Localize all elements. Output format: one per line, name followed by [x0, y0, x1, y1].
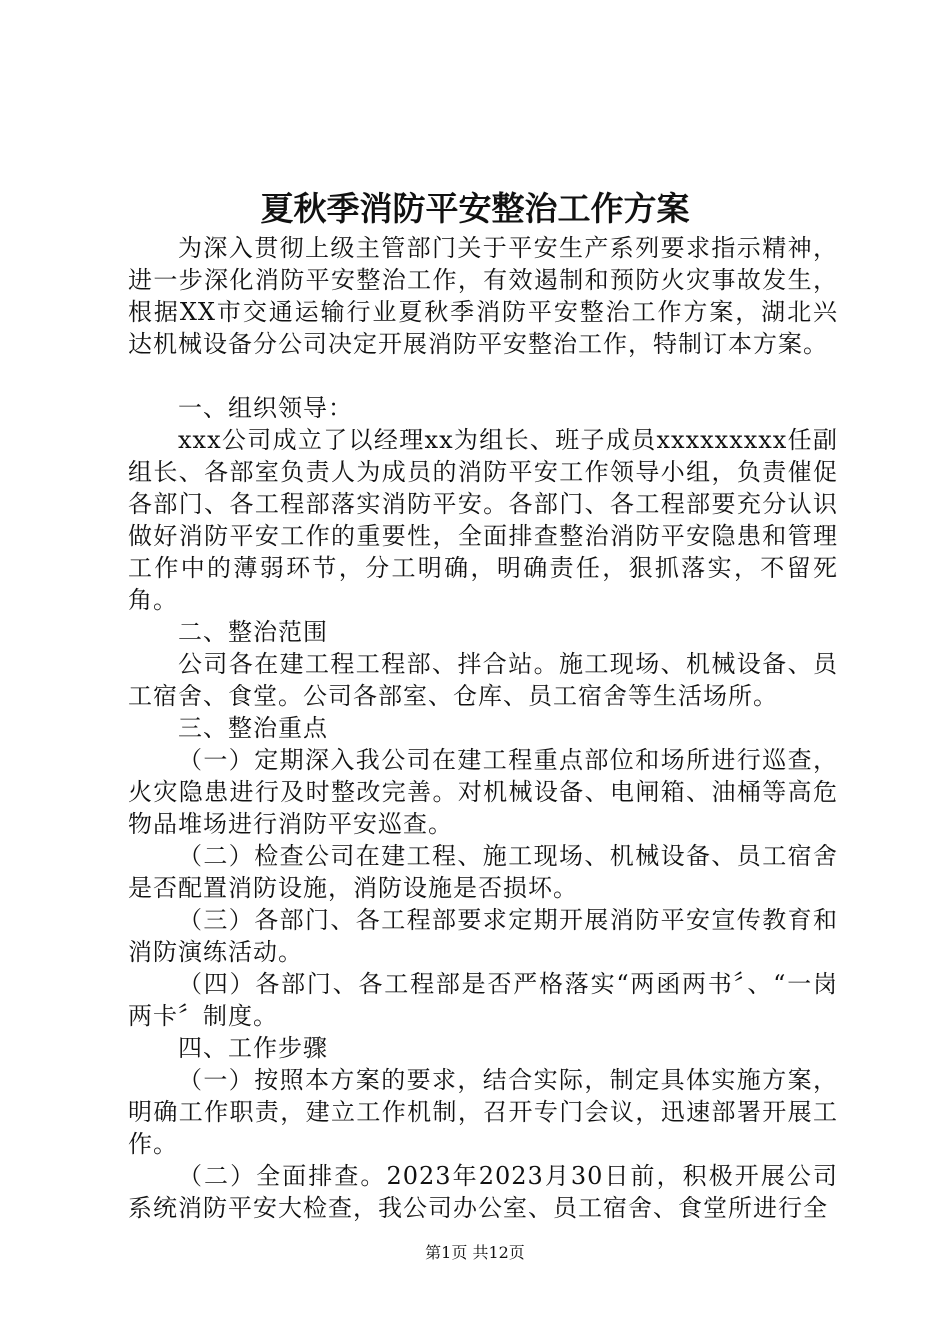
paragraph-focus-2: （二）检查公司在建工程、施工现场、机械设备、员工宿舍是否配置消防设施，消防设施是否损坏。: [128, 842, 838, 902]
paragraph-steps-1: （一）按照本方案的要求，结合实际，制定具体实施方案，明确工作职责，建立工作机制，召开专门会议，迅速部署开展工作。: [128, 1066, 838, 1158]
document-title: 夏秋季消防平安整治工作方案: [260, 189, 690, 228]
paragraph-focus-3: （三）各部门、各工程部要求定期开展消防平安宣传教育和消防演练活动。: [128, 906, 838, 966]
section-heading-organization: 一、组织领导：: [178, 394, 353, 422]
paragraph-steps-2: （二）全面排查。2023年2023月30日前，积极开展公司系统消防平安大检查，我公司办公室、员工宿舍、食堂所进行全: [128, 1162, 838, 1222]
section-heading-steps: 四、工作步骤: [178, 1034, 328, 1062]
section-heading-focus: 三、整治重点: [178, 714, 328, 742]
paragraph-focus-4: （四）各部门、各工程部是否严格落实“两函两书〞、“一岗两卡〞制度。: [128, 970, 838, 1030]
intro-paragraph: 为深入贯彻上级主管部门关于平安生产系列要求指示精神，进一步深化消防平安整治工作，有效遏制和预防火灾事故发生，根据XX市交通运输行业夏秋季消防平安整治工作方案，湖北兴达机械设备分公司决定开展消防平安整治工作，特制订本方案。: [128, 234, 838, 358]
paragraph-scope: 公司各在建工程工程部、拌合站。施工现场、机械设备、员工宿舍、食堂。公司各部室、仓库、员工宿舍等生活场所。: [128, 650, 838, 710]
page-footer: 第1页 共12页: [425, 1243, 525, 1262]
section-heading-scope: 二、整治范围: [178, 618, 328, 646]
paragraph-organization: xxx公司成立了以经理xx为组长、班子成员xxxxxxxxx任副组长、各部室负责人为成员的消防平安工作领导小组，负责催促各部门、各工程部落实消防平安。各部门、各工程部要充分认识做好消防平安工作的重要性，全面排查整治消防平安隐患和管理工作中的薄弱环节，分工明确，明确责任，狠抓落实，不留死角。: [128, 426, 838, 614]
document-body: [128, 232, 838, 1224]
paragraph-focus-1: （一）定期深入我公司在建工程重点部位和场所进行巡查，火灾隐患进行及时整改完善。对机械设备、电闸箱、油桶等高危物品堆场进行消防平安巡查。: [128, 746, 838, 838]
